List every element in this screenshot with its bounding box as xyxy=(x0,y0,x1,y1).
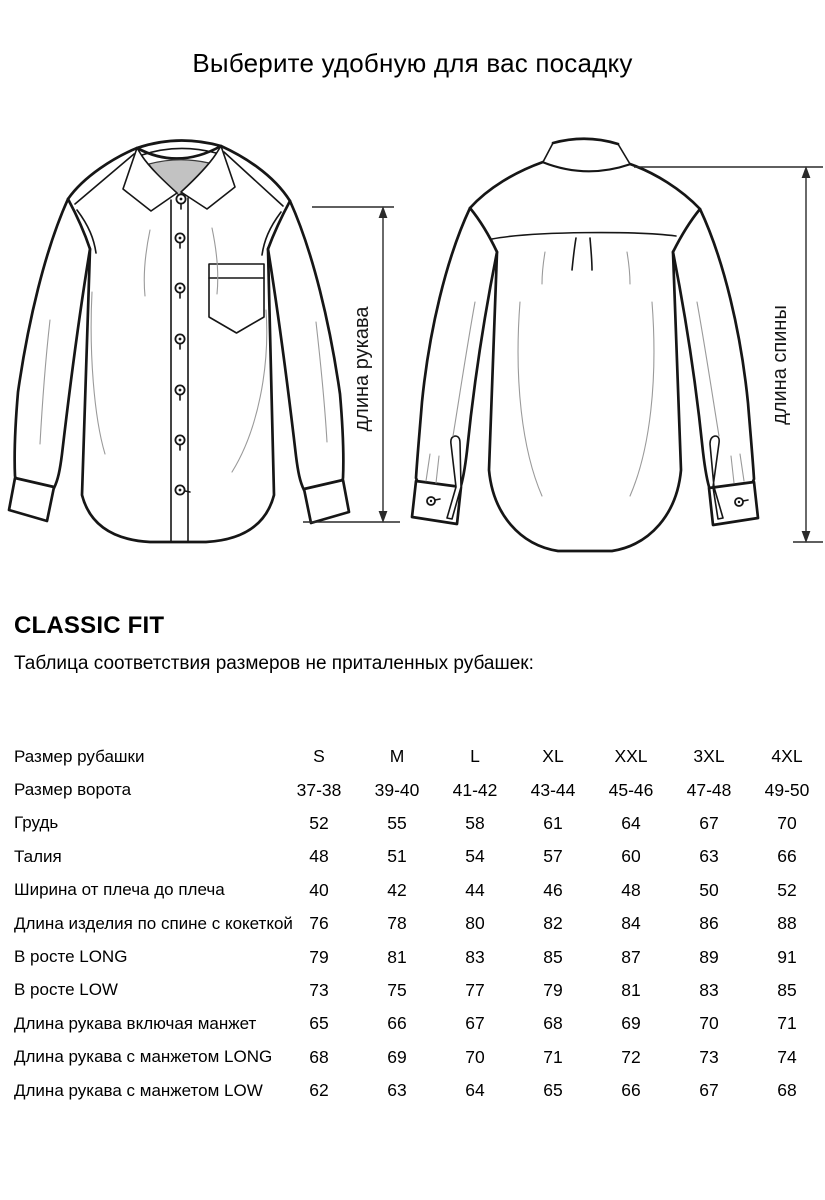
cell: 79 xyxy=(309,946,329,967)
front-right-cuff xyxy=(304,480,349,523)
cell: 51 xyxy=(387,846,407,867)
cell: 74 xyxy=(777,1046,797,1067)
cell: 71 xyxy=(543,1046,563,1067)
cell: 70 xyxy=(465,1046,485,1067)
row-label: Ширина от плеча до плеча xyxy=(14,880,225,900)
table-row xyxy=(14,840,812,873)
cell: 50 xyxy=(699,879,719,900)
cell: 60 xyxy=(621,846,641,867)
row-label: Длина изделия по спине с кокеткой xyxy=(14,913,293,933)
cell: 49-50 xyxy=(764,779,810,800)
cell: 3XL xyxy=(693,746,725,767)
shirt-back-view xyxy=(412,139,758,551)
back-length-label: длина спины xyxy=(769,305,791,425)
cell: 81 xyxy=(387,946,407,967)
sleeve-length-label: длина рукава xyxy=(351,306,373,432)
cell: 85 xyxy=(777,979,797,1000)
row-label: В росте LONG xyxy=(14,947,128,967)
cell: 57 xyxy=(543,846,563,867)
cell: 67 xyxy=(699,1080,719,1101)
table-row xyxy=(14,1007,812,1040)
cell: 70 xyxy=(777,812,797,833)
cell: 75 xyxy=(387,979,407,1000)
row-label: Размер рубашки xyxy=(14,746,145,766)
cell: 66 xyxy=(777,846,797,867)
cell: 66 xyxy=(621,1080,641,1101)
cell: 88 xyxy=(777,913,797,934)
cell: 68 xyxy=(309,1046,329,1067)
cell: XL xyxy=(542,746,564,767)
cell: 69 xyxy=(387,1046,407,1067)
cell: 84 xyxy=(621,913,641,934)
cell: 83 xyxy=(699,979,719,1000)
cell: 48 xyxy=(309,846,329,867)
cell: M xyxy=(389,746,405,767)
cell: 68 xyxy=(543,1013,563,1034)
cell: 68 xyxy=(777,1080,797,1101)
cell: 67 xyxy=(465,1013,485,1034)
table-row xyxy=(14,974,812,1007)
cell: 87 xyxy=(621,946,641,967)
table-caption: Таблица соответствия размеров не приталенных рубашек: xyxy=(14,653,534,674)
cell: 39-40 xyxy=(374,779,420,800)
cell: L xyxy=(470,746,480,767)
cell: 42 xyxy=(387,879,407,900)
fit-heading: CLASSIC FIT xyxy=(14,612,165,639)
cell: 85 xyxy=(543,946,563,967)
cell: 37-38 xyxy=(296,779,342,800)
row-label: Грудь xyxy=(14,813,59,833)
cell: 82 xyxy=(543,913,563,934)
table-row xyxy=(14,740,812,773)
cell: 76 xyxy=(309,913,329,934)
cell: 73 xyxy=(699,1046,719,1067)
row-label: Талия xyxy=(14,846,62,866)
front-left-cuff xyxy=(9,478,54,521)
row-label: Размер ворота xyxy=(14,780,132,800)
cell: 64 xyxy=(465,1080,485,1101)
front-left-sleeve xyxy=(15,199,90,488)
cell: 63 xyxy=(387,1080,407,1101)
cell: 62 xyxy=(309,1080,329,1101)
cell: 4XL xyxy=(771,746,803,767)
cell: 73 xyxy=(309,979,329,1000)
cell: 65 xyxy=(543,1080,563,1101)
cell: 61 xyxy=(543,812,563,833)
table-row xyxy=(14,1074,812,1107)
cell: 43-44 xyxy=(530,779,576,800)
size-table xyxy=(14,740,812,1107)
table-row xyxy=(14,773,812,806)
shirt-diagrams xyxy=(0,120,825,605)
cell: 65 xyxy=(309,1013,329,1034)
cell: S xyxy=(313,746,325,767)
cell: 52 xyxy=(309,812,329,833)
front-right-sleeve xyxy=(268,201,343,490)
cell: 58 xyxy=(465,812,485,833)
cell: 80 xyxy=(465,913,485,934)
cell: 52 xyxy=(777,879,797,900)
cell: 45-46 xyxy=(608,779,654,800)
page-title: Выберите удобную для вас посадку xyxy=(192,48,633,78)
cell: 47-48 xyxy=(686,779,732,800)
cell: 64 xyxy=(621,812,641,833)
table-row xyxy=(14,874,812,907)
cell: 70 xyxy=(699,1013,719,1034)
cell: 63 xyxy=(699,846,719,867)
table-row xyxy=(14,1041,812,1074)
cell: 41-42 xyxy=(452,779,498,800)
cell: 72 xyxy=(621,1046,641,1067)
cell: 54 xyxy=(465,846,485,867)
row-label: Длина рукава с манжетом LONG xyxy=(14,1047,273,1067)
cell: 83 xyxy=(465,946,485,967)
cell: 67 xyxy=(699,812,719,833)
cell: 66 xyxy=(387,1013,407,1034)
cell: XXL xyxy=(614,746,648,767)
cell: 77 xyxy=(465,979,485,1000)
cell: 81 xyxy=(621,979,641,1000)
cell: 55 xyxy=(387,812,407,833)
cell: 48 xyxy=(621,879,641,900)
row-label: В росте LOW xyxy=(14,980,118,1000)
table-row xyxy=(14,807,812,840)
table-row xyxy=(14,907,812,940)
row-label: Длина рукава включая манжет xyxy=(14,1013,257,1033)
shirt-front-back-drawing xyxy=(0,120,825,605)
cell: 46 xyxy=(543,879,563,900)
cell: 79 xyxy=(543,979,563,1000)
cell: 91 xyxy=(777,946,797,967)
shirt-front-view xyxy=(9,140,349,542)
row-label: Длина рукава с манжетом LOW xyxy=(14,1080,263,1100)
cell: 89 xyxy=(699,946,719,967)
table-row xyxy=(14,940,812,973)
cell: 44 xyxy=(465,879,485,900)
cell: 86 xyxy=(699,913,719,934)
cell: 40 xyxy=(309,879,329,900)
cell: 78 xyxy=(387,913,407,934)
cell: 69 xyxy=(621,1013,641,1034)
back-body xyxy=(470,162,700,551)
cell: 71 xyxy=(777,1013,797,1034)
